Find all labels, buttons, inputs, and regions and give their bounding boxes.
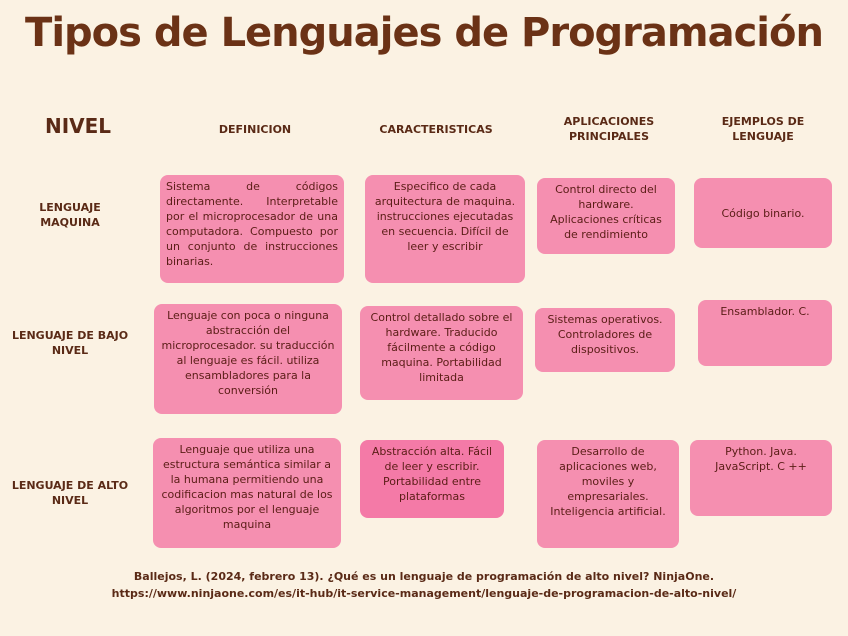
cell-text: Lenguaje con poca o ninguna abstracción del microprocesador. su traducción al lenguaje es fácil. utiliza ensambladores para la conversión: [161, 309, 335, 397]
cell-text: Código binario.: [721, 206, 805, 220]
cell-text: Sistemas operativos. Controladores de dispositivos.: [547, 313, 663, 356]
cell-aplicaciones-bajo: [535, 308, 675, 372]
cell-definicion-maquina: [160, 175, 344, 283]
page-title: Tipos de Lenguajes de Programación: [25, 10, 823, 56]
cell-definicion-alto: [153, 438, 341, 548]
citation: [60, 568, 788, 602]
cell-text: Control detallado sobre el hardware. Traducido fácilmente a código maquina. Portabilidad limitada: [370, 311, 513, 384]
citation-url[interactable]: https://www.ninjaone.com/es/it-hub/it-service-management/lenguaje-de-programacion-de-alto-nivel/: [111, 587, 737, 600]
cell-text: Sistema de códigos directamente. Interpretable por el microprocesador de una computadora. Compuesto por un conjunto de instrucciones binarias.: [166, 180, 338, 268]
header-ejemplos: EJEMPLOS DE LENGUAJE: [721, 115, 805, 143]
header-caracteristicas: CARACTERISTICAS: [379, 123, 493, 136]
header-aplicaciones: APLICACIONES PRINCIPALES: [563, 115, 655, 143]
cell-caracteristicas-bajo: [360, 306, 523, 400]
header-definicion: DEFINICION: [218, 123, 292, 136]
cell-text: Desarrollo de aplicaciones web, moviles y empresariales. Inteligencia artificial.: [550, 445, 666, 518]
cell-ejemplos-bajo: [698, 300, 832, 366]
cell-text: Especifico de cada arquitectura de maquina. instrucciones ejecutadas en secuencia. Difícil de leer y escribir: [374, 180, 516, 253]
row-label-bajo: LENGUAJE DE BAJO NIVEL: [11, 329, 129, 357]
cell-ejemplos-maquina: [694, 178, 832, 248]
row-label-maquina: LENGUAJE MAQUINA: [39, 201, 101, 229]
cell-ejemplos-alto: [690, 440, 832, 516]
row-label-alto: LENGUAJE DE ALTO NIVEL: [11, 479, 129, 507]
cell-text: Lenguaje que utiliza una estructura semántica similar a la humana permitiendo una codificacion mas natural de los algoritmos por el lenguaje maquina: [161, 443, 333, 531]
header-nivel: NIVEL: [44, 114, 112, 138]
cell-text: Python. Java. JavaScript. C ++: [715, 445, 807, 473]
cell-text: Abstracción alta. Fácil de leer y escribir. Portabilidad entre plataformas: [371, 445, 493, 503]
cell-definicion-bajo: [154, 304, 342, 414]
cell-caracteristicas-alto: [360, 440, 504, 518]
cell-aplicaciones-maquina: [537, 178, 675, 254]
cell-text: Control directo del hardware. Aplicaciones críticas de rendimiento: [550, 183, 662, 241]
cell-text: Ensamblador. C.: [720, 305, 810, 318]
cell-caracteristicas-maquina: [365, 175, 525, 283]
citation-reference: Ballejos, L. (2024, febrero 13). ¿Qué es un lenguaje de programación de alto nivel? NinjaOne.: [133, 570, 715, 583]
cell-aplicaciones-alto: [537, 440, 679, 548]
